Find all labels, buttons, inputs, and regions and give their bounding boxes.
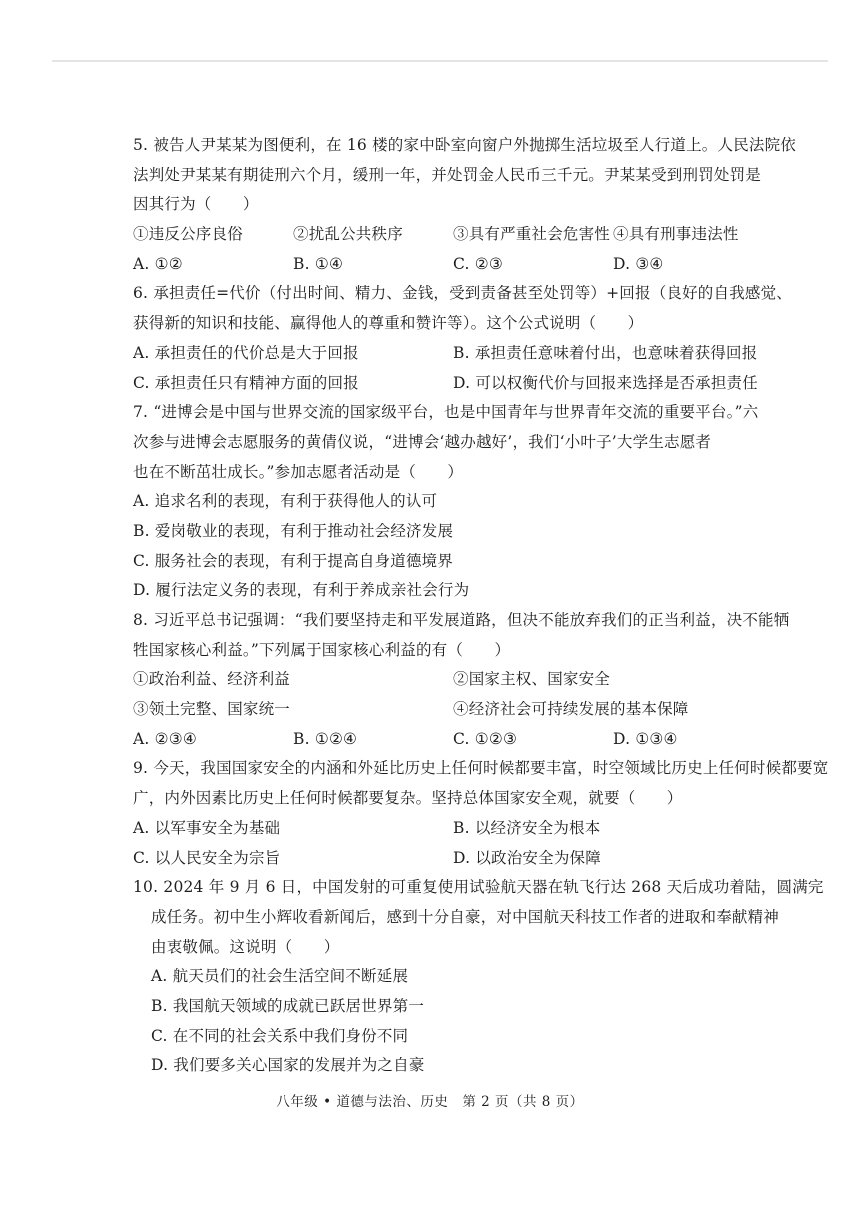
q9-options-row-2	[133, 844, 773, 874]
q10-stem-line-1: 10. 2024 年 9 月 6 日，中国发射的可重复使用试验航天器在轨飞行达 268 天后成功着陆，圆满完	[133, 878, 824, 897]
q9-option-a: A. 以军事安全为基础	[133, 818, 281, 837]
question-10	[133, 873, 824, 1081]
q5-item-2: ②扰乱公共秩序	[293, 225, 403, 244]
q8-option-b: B. ①②④	[293, 729, 358, 748]
q8-item-4: ④经济社会可持续发展的基本保障	[453, 700, 689, 719]
question-7	[133, 398, 773, 606]
q5-stem-line-2: 法判处尹某某有期徒刑六个月，缓刑一年，并处罚金人民币三千元。尹某某受到刑罚处罚是	[133, 165, 762, 184]
page-footer: 八年级 • 道德与法治、历史 第 2 页（共 8 页）	[276, 1094, 584, 1110]
q5-option-b: B. ①④	[293, 254, 344, 273]
q10-option-a: A. 航天员们的社会生活空间不断延展	[151, 967, 409, 986]
q7-stem-line-2: 次参与进博会志愿服务的黄倩仪说，“进博会‘越办越好’，我们‘小叶子’大学生志愿者	[133, 432, 712, 451]
q6-option-b: B. 承担责任意味着付出，也意味着获得回报	[453, 343, 758, 362]
q6-options-row-1	[133, 339, 773, 369]
q5-option-c: C. ②③	[453, 254, 503, 273]
q9-option-b: B. 以经济安全为根本	[453, 818, 601, 837]
q8-option-a: A. ②③④	[133, 729, 197, 748]
q6-option-d: D. 可以权衡代价与回报来选择是否承担责任	[453, 373, 758, 392]
q10-stem-line-2: 成任务。初中生小辉收看新闻后，感到十分自豪，对中国航天科技工作者的进取和奉献精神	[151, 907, 780, 926]
q7-option-a: A. 追求名利的表现，有利于获得他人的认可	[133, 492, 438, 511]
q8-item-2: ②国家主权、国家安全	[453, 670, 611, 689]
q5-item-3: ③具有严重社会危害性	[453, 225, 611, 244]
q6-option-c: C. 承担责任只有精神方面的回报	[133, 373, 359, 392]
q7-option-b: B. 爱岗敬业的表现，有利于推动社会经济发展	[133, 521, 454, 540]
q10-stem-line-3: 由衷敬佩。这说明（ ）	[151, 937, 340, 956]
q8-stem-line-1: 8. 习近平总书记强调：“我们要坚持走和平发展道路，但决不能放弃我们的正当利益，决不能牺	[133, 611, 790, 629]
q7-stem-line-3: 也在不断茁壮成长。”参加志愿者活动是（ ）	[133, 462, 464, 481]
q10-option-b: B. 我国航天领域的成就已跃居世界第一	[151, 996, 425, 1015]
q6-option-a: A. 承担责任的代价总是大于回报	[133, 343, 359, 362]
q6-stem-line-1: 6. 承担责任=代价（付出时间、精力、金钱，受到责备甚至处罚等）+回报（良好的自我感觉、	[133, 284, 792, 303]
q5-item-1: ①违反公序良俗	[133, 225, 243, 244]
q8-item-1: ①政治利益、经济利益	[133, 670, 291, 689]
q7-option-d: D. 履行法定义务的表现，有利于养成亲社会行为	[133, 581, 470, 600]
q8-stem-line-2: 牲国家核心利益。”下列属于国家核心利益的有（ ）	[133, 640, 511, 659]
q10-option-c: C. 在不同的社会关系中我们身份不同	[151, 1026, 409, 1045]
q9-stem-line-2: 广，内外因素比历史上任何时候都要复杂。坚持总体国家安全观，就要（ ）	[133, 789, 683, 808]
question-9	[133, 754, 829, 873]
q5-stem-line-3: 因其行为（ ）	[133, 195, 259, 214]
q8-item-3: ③领土完整、国家统一	[133, 700, 291, 719]
q8-option-c: C. ①②③	[453, 729, 518, 748]
question-5	[133, 131, 796, 279]
q9-options-row-1	[133, 814, 773, 844]
q10-option-d: D. 我们要多关心国家的发展并为之自豪	[151, 1056, 425, 1075]
q5-item-4: ④具有刑事违法性	[613, 225, 739, 244]
q6-stem-line-2: 获得新的知识和技能、赢得他人的尊重和赞许等）。这个公式说明（ ）	[133, 314, 644, 333]
q6-options-row-2	[133, 369, 773, 399]
q7-stem-line-1: 7. “进博会是中国与世界交流的国家级平台，也是中国青年与世界青年交流的重要平台。”六	[133, 403, 759, 422]
q5-items	[133, 220, 773, 250]
question-8	[133, 606, 790, 754]
exam-page	[133, 131, 829, 1081]
q9-stem-line-1: 9. 今天，我国国家安全的内涵和外延比历史上任何时候都要丰富，时空领域比历史上任何时候都要宽	[133, 759, 829, 778]
q8-option-d: D. ①③④	[613, 729, 678, 748]
question-6	[133, 279, 792, 398]
q5-option-a: A. ①②	[133, 254, 183, 273]
q9-option-d: D. 以政治安全为保障	[453, 848, 601, 867]
q8-items-row-2	[133, 695, 773, 725]
q8-options	[133, 725, 773, 755]
top-divider	[52, 60, 828, 62]
q9-option-c: C. 以人民安全为宗旨	[133, 848, 281, 867]
q7-option-c: C. 服务社会的表现，有利于提高自身道德境界	[133, 551, 454, 570]
q8-items-row-1	[133, 665, 773, 695]
q5-options	[133, 250, 773, 280]
q5-stem-line-1: 5. 被告人尹某某为图便利，在 16 楼的家中卧室向窗户外抛掷生活垃圾至人行道上。人民法院依	[133, 136, 796, 154]
q5-option-d: D. ③④	[613, 254, 664, 273]
